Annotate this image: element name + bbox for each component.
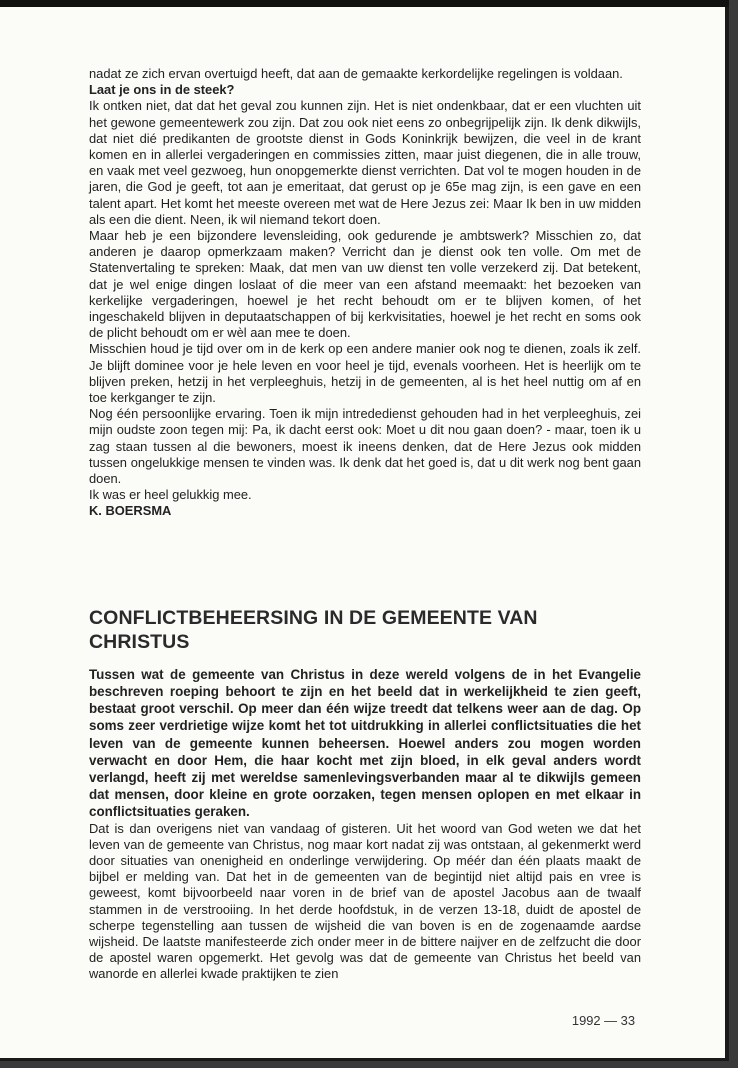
paragraph-3: Maar heb je een bijzondere levensleiding, ook gedurende je ambtswerk? Misschien zo, dat anderen je daarop opmerkzaam maken? Verricht dan je dienst ook ten volle. Om met de Statenvertaling te spreken: Maak, dat men van uw dienst ten volle verzekerd zij. Dat betekent, dat je wel enige dingen loslaat of die meer van een afstand meemaakt: het bezoeken van kerkelijke vergaderingen, hoewel je het recht behoudt om er te blijven komen, of het ingeschakeld blijven in deputaatschappen of bij kerkvisitaties, hoewel je het recht en soms ook de plicht behoudt om er wèl aan mee te doen. xyxy=(89,228,641,341)
body-paragraph: Dat is dan overigens niet van vandaag of gisteren. Uit het woord van God weten we dat het leven van de gemeente van Christus, nog maar kort nadat zij was ontstaan, al gekenmerkt werd door situaties van onenigheid en onderlinge verwijdering. Op méér dan één plaats maakt de bijbel er melding van. Dat het in de gemeenten van de begintijd niet altijd pais en vree is geweest, komt bijvoorbeeld naar voren in de brief van de apostel Jacobus aan de twaalf stammen in de verstrooiing. In het derde hoofdstuk, in de verzen 13-18, duidt de apostel de scherpe tegenstelling aan tussen de wijsheid die van boven is en de zogenaamde aardse wijsheid. De laatste manifesteerde zich onder meer in de bittere naijver en de zelfzucht die door de apostel waren opgemerkt. Het gevolg was dat de gemeente van Christus het beeld van wanorde en allerlei kwade praktijken te zien xyxy=(89,820,641,982)
top-rule xyxy=(0,0,729,7)
section-title: CONFLICTBEHEERSING IN DE GEMEENTE VAN CHRISTUS xyxy=(89,606,538,653)
paragraph-6: Ik was er heel gelukkig mee. xyxy=(89,487,252,503)
paragraph-4: Misschien houd je tijd over om in de kerk op een andere manier ook nog te dienen, zoals ik zelf. Je blijft dominee voor je hele leven en voor heel je tijd, evenals voorheen. Het is heerlijk om te blijven preken, hetzij in het verpleeghuis, hetzij in de gemeenten, al is het heel nuttig om af en toe kerkganger te zijn. xyxy=(89,341,641,406)
subheading: Laat je ons in de steek? xyxy=(89,82,235,98)
page-number: 1992 — 33 xyxy=(571,1013,635,1028)
lead-paragraph: Tussen wat de gemeente van Christus in deze wereld volgens de in het Evangelie beschreven roeping behoort te zijn en het beeld dat in werkelijkheid te zien geeft, bestaat groot verschil. Op meer dan één wijze treedt dat telkens weer aan de dag. Op soms zeer verdrietige wijze komt het tot uitdrukking in allerlei conflictsituaties die het leven van de gemeente kunnen beheersen. Hoewel anders zou mogen worden verwacht en door Hem, die haar kocht met zijn bloed, in elk geval anders wordt verlangd, heeft zij met wereldse samenlevingsverbanden maar al te dikwijls gemeen dat mensen, door kleine en grote oorzaken, tegen mensen oplopen en met elkaar in conflictsituaties geraken. xyxy=(89,666,641,820)
paragraph-5: Nog één persoonlijke ervaring. Toen ik mijn intrededienst gehouden had in het verpleeghuis, zei mijn oudste zoon tegen mij: Pa, ik dacht eerst ook: Moet u dit nou gaan doen? - maar, toen ik u zag staan tussen al die bewoners, moest ik ineens denken, dat de Here Jezus ook midden tussen ongelukkige mensen te vinden was. Ik denk dat het goed is, dat u dit werk nog bent gaan doen. xyxy=(89,406,641,487)
article-content xyxy=(89,66,641,983)
author-signature: K. BOERSMA xyxy=(89,503,172,519)
paragraph-2: Ik ontken niet, dat dat het geval zou kunnen zijn. Het is niet ondenkbaar, dat er een vluchten uit het gewone gemeentewerk zou zijn. Dat zou ook niet eens zo onbegrijpelijk zijn. Ik denk dikwijls, dat niet dié predikanten de grootste dienst in Gods Koninkrijk bewijzen, die veel in de krant komen en in allerlei vergaderingen en commissies zitten, maar juist diegenen, die in alle trouw, en vaak met veel gezwoeg, hun onopgemerkte dienst verrichten. Dat vol te mogen houden in de jaren, die God je geeft, tot aan je emeritaat, dat gerust op je 65e mag zijn, is een gave en een talent apart. Het komt het meeste overeen met wat de Here Jezus zei: Maar Ik ben in uw midden als een die dient. Neen, ik wil niemand tekort doen. xyxy=(89,98,641,227)
paragraph-1: nadat ze zich ervan overtuigd heeft, dat aan de gemaakte kerkordelijke regelingen is voldaan. xyxy=(89,66,623,81)
